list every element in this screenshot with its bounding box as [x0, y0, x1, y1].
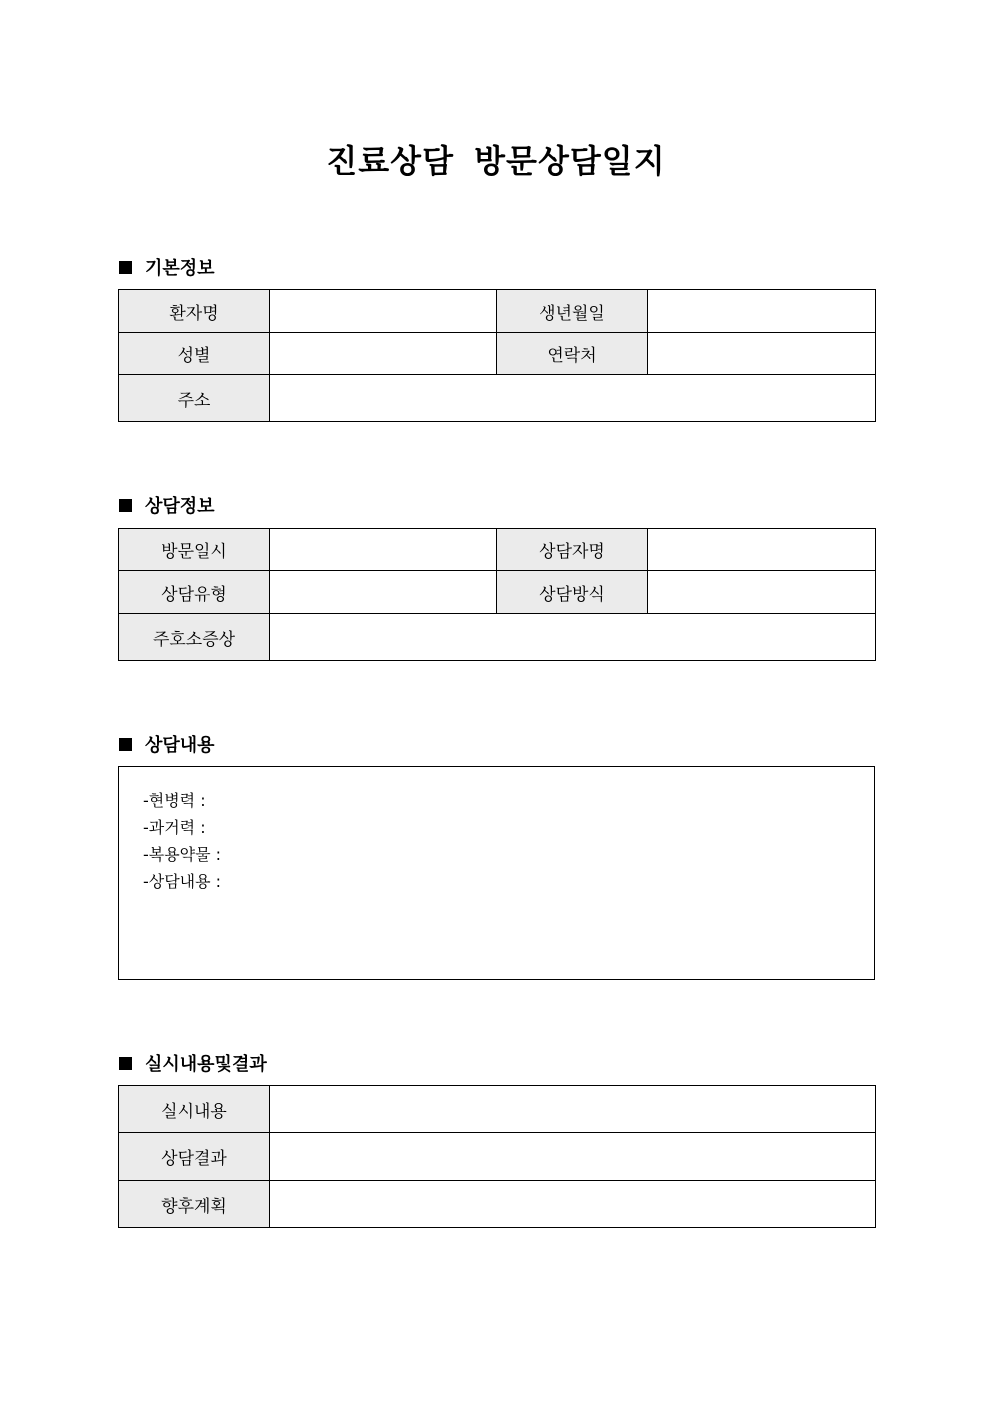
contact-field[interactable] [648, 333, 876, 375]
square-bullet-icon [119, 1057, 132, 1070]
consult-method-label: 상담방식 [497, 571, 648, 614]
visit-datetime-label: 방문일시 [119, 529, 270, 571]
birth-date-field[interactable] [648, 290, 876, 333]
counselor-name-field[interactable] [648, 529, 876, 571]
square-bullet-icon [119, 499, 132, 512]
medication-line: -복용약물 : [143, 845, 222, 864]
consult-info-table [118, 528, 876, 661]
document-title: 진료상담 방문상담일지 [326, 142, 666, 180]
contact-label: 연락처 [497, 333, 648, 375]
performed-field[interactable] [270, 1086, 876, 1133]
results-heading-text: 실시내용및결과 [145, 1054, 267, 1075]
gender-label: 성별 [119, 333, 270, 375]
counselor-name-label: 상담자명 [497, 529, 648, 571]
consult-method-field[interactable] [648, 571, 876, 614]
future-plan-label: 향후계획 [119, 1181, 270, 1228]
results-table [118, 1085, 876, 1228]
consult-type-label: 상담유형 [119, 571, 270, 614]
consult-content-box[interactable] [118, 766, 875, 980]
chief-complaint-label: 주호소증상 [119, 614, 270, 661]
consult-content-lines [143, 787, 221, 895]
future-plan-field[interactable] [270, 1181, 876, 1228]
address-field[interactable] [270, 375, 876, 422]
result-label: 상담결과 [119, 1133, 270, 1181]
patient-name-label: 환자명 [119, 290, 270, 333]
basic-info-table [118, 289, 876, 422]
past-history-line: -과거력 : [143, 818, 206, 837]
gender-field[interactable] [270, 333, 497, 375]
square-bullet-icon [119, 738, 132, 751]
consult-info-heading [119, 492, 215, 518]
consult-content-heading [119, 731, 215, 757]
address-label: 주소 [119, 375, 270, 422]
basic-info-heading-text: 기본정보 [145, 258, 215, 279]
patient-name-field[interactable] [270, 290, 497, 333]
consult-type-field[interactable] [270, 571, 497, 614]
square-bullet-icon [119, 261, 132, 274]
visit-datetime-field[interactable] [270, 529, 497, 571]
performed-label: 실시내용 [119, 1086, 270, 1133]
result-field[interactable] [270, 1133, 876, 1181]
basic-info-heading [119, 254, 215, 280]
results-heading [119, 1050, 267, 1076]
history-present-illness-line: -현병력 : [143, 791, 206, 810]
consult-details-line: -상담내용 : [143, 872, 222, 891]
chief-complaint-field[interactable] [270, 614, 876, 661]
birth-date-label: 생년월일 [497, 290, 648, 333]
consult-info-heading-text: 상담정보 [145, 496, 215, 517]
consult-content-heading-text: 상담내용 [145, 735, 215, 756]
